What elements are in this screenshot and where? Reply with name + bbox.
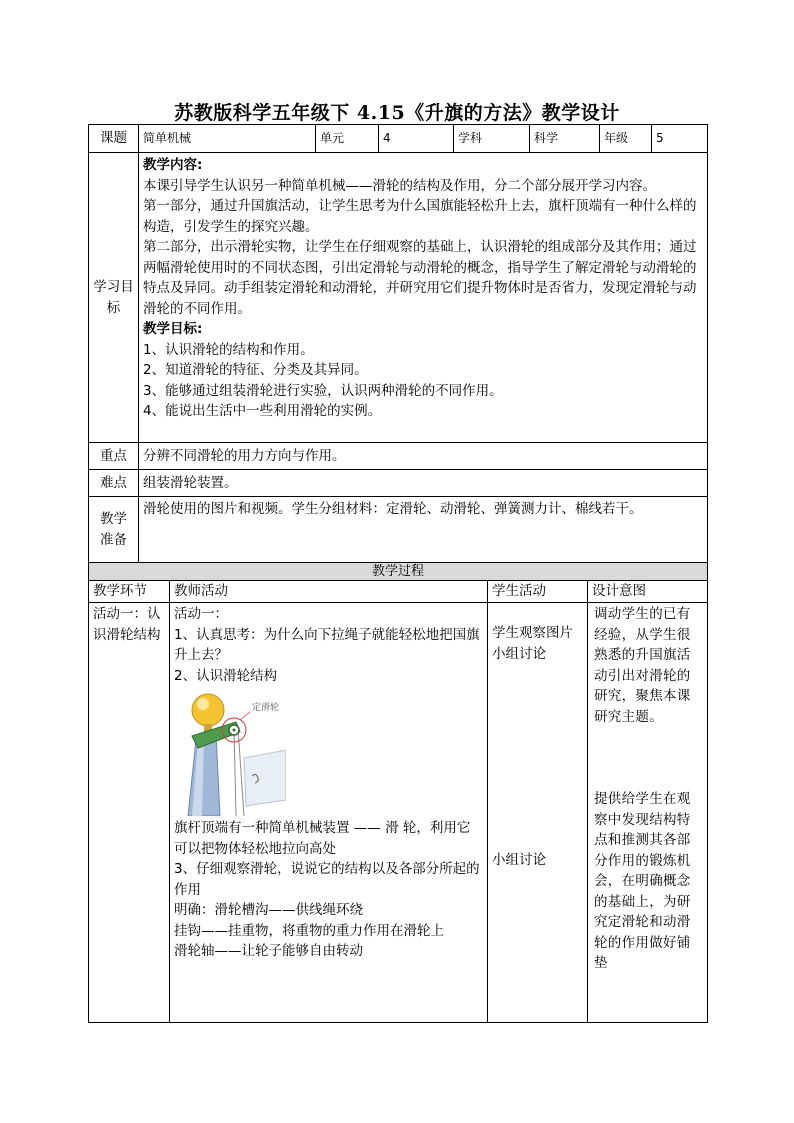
content-paragraph-2: 第一部分，通过升国旗活动，让学生思考为什么国旗能轻松升上去，旗杆顶端有一种什么样的构造，引发学生的探究兴趣。: [143, 198, 697, 235]
key-value: 分辨不同滑轮的用力方向与作用。: [139, 443, 708, 470]
goal-3: 3、能够通过组装滑轮进行实验，认识两种滑轮的不同作用。: [143, 382, 503, 399]
subject-label: 学科: [454, 125, 530, 153]
teacher-explain-3: 滑轮轴——让轮子能够自由转动: [174, 943, 363, 959]
student-activity-2: 小组讨论: [492, 852, 546, 868]
prep-label: 教学准备: [89, 497, 139, 563]
teacher-question-2: 2、认识滑轮结构: [174, 667, 278, 684]
pulley-label: 定滑轮: [252, 703, 280, 713]
teacher-heading: 活动一：: [174, 606, 228, 622]
key-label: 重点: [89, 443, 139, 470]
teacher-explain-2: 挂钩——挂重物，将重物的重力作用在滑轮上: [174, 922, 444, 939]
difficulty-value: 组装滑轮装置。: [139, 470, 708, 497]
header-stage: 教学环节: [89, 581, 170, 603]
teacher-question-1: 1、认真思考：为什么向下拉绳子就能轻松地把国旗升上去？: [174, 626, 480, 663]
goal-2: 2、知道滑轮的特征、分类及其异同。: [143, 362, 368, 378]
process-title: 教学过程: [89, 563, 708, 581]
topic-label: 课题: [89, 125, 139, 153]
info-table: [88, 124, 708, 563]
unit-label: 单元: [316, 125, 379, 153]
topic-value: 简单机械: [139, 125, 316, 153]
student-activity-1: 学生观察图片小组讨论: [492, 625, 573, 662]
goal-1: 1、认识滑轮的结构和作用。: [143, 341, 314, 358]
prep-value: 滑轮使用的图片和视频。学生分组材料：定滑轮、动滑轮、弹簧测力计、棉线若干。: [139, 497, 708, 563]
goals-heading: 教学目标:: [143, 321, 203, 337]
teacher-question-3: 3、仔细观察滑轮，说说它的结构以及各部分所起的作用: [174, 861, 480, 898]
header-design: 设计意图: [588, 581, 708, 603]
teacher-explain-1: 明确：滑轮槽沟——供线绳环绕: [174, 902, 363, 918]
objectives-cell: [139, 153, 708, 443]
student-cell: [488, 603, 588, 1023]
difficulty-label: 难点: [89, 470, 139, 497]
objectives-label: 学习目标: [89, 153, 139, 443]
grade-value: 5: [652, 125, 708, 153]
design-intent-1: 调动学生的已有经验，从学生很熟悉的升国旗活动引出对滑轮的研究，聚焦本课研究主题。: [594, 606, 691, 725]
design-cell: [588, 603, 708, 1023]
header-student: 学生活动: [488, 581, 588, 603]
design-intent-2: 提供给学生在观察中发现结构特点和推测其各部分作用的锻炼机会，在明确概念的基础上，为研究定滑轮和动滑轮的作用做好铺垫: [594, 791, 691, 971]
grade-label: 年级: [600, 125, 652, 153]
content-paragraph-3: 第二部分，出示滑轮实物，让学生在仔细观察的基础上，认识滑轮的组成部分及其作用；通过两幅滑轮使用时的不同状态图，引出定滑轮与动滑轮的概念，指导学生了解定滑轮与动滑轮的特点及异同。动手组装定滑轮和动滑轮，并研究用它们提升物体时是否省力，发现定滑轮与动滑轮的不同作用。: [143, 239, 697, 317]
header-teacher: 教师活动: [170, 581, 488, 603]
document-title: 苏教版科学五年级下 4.15《升旗的方法》教学设计: [174, 102, 620, 124]
fixed-pulley-illustration: [174, 688, 286, 816]
teacher-cell: [170, 603, 488, 1023]
subject-value: 科学: [530, 125, 600, 153]
process-table: [88, 562, 708, 1023]
content-heading: 教学内容:: [143, 157, 203, 173]
stage-cell: 活动一：认识滑轮结构: [89, 603, 170, 1023]
content-paragraph-1: 本课引导学生认识另一种简单机械——滑轮的结构及作用，分二个部分展开学习内容。: [143, 177, 656, 194]
goal-4: 4、能说出生活中一些利用滑轮的实例。: [143, 403, 382, 419]
teacher-after-image: 旗杆顶端有一种简单机械装置 —— 滑 轮，利用它可以把物体轻松地拉向高处: [174, 820, 471, 857]
unit-value: 4: [379, 125, 454, 153]
